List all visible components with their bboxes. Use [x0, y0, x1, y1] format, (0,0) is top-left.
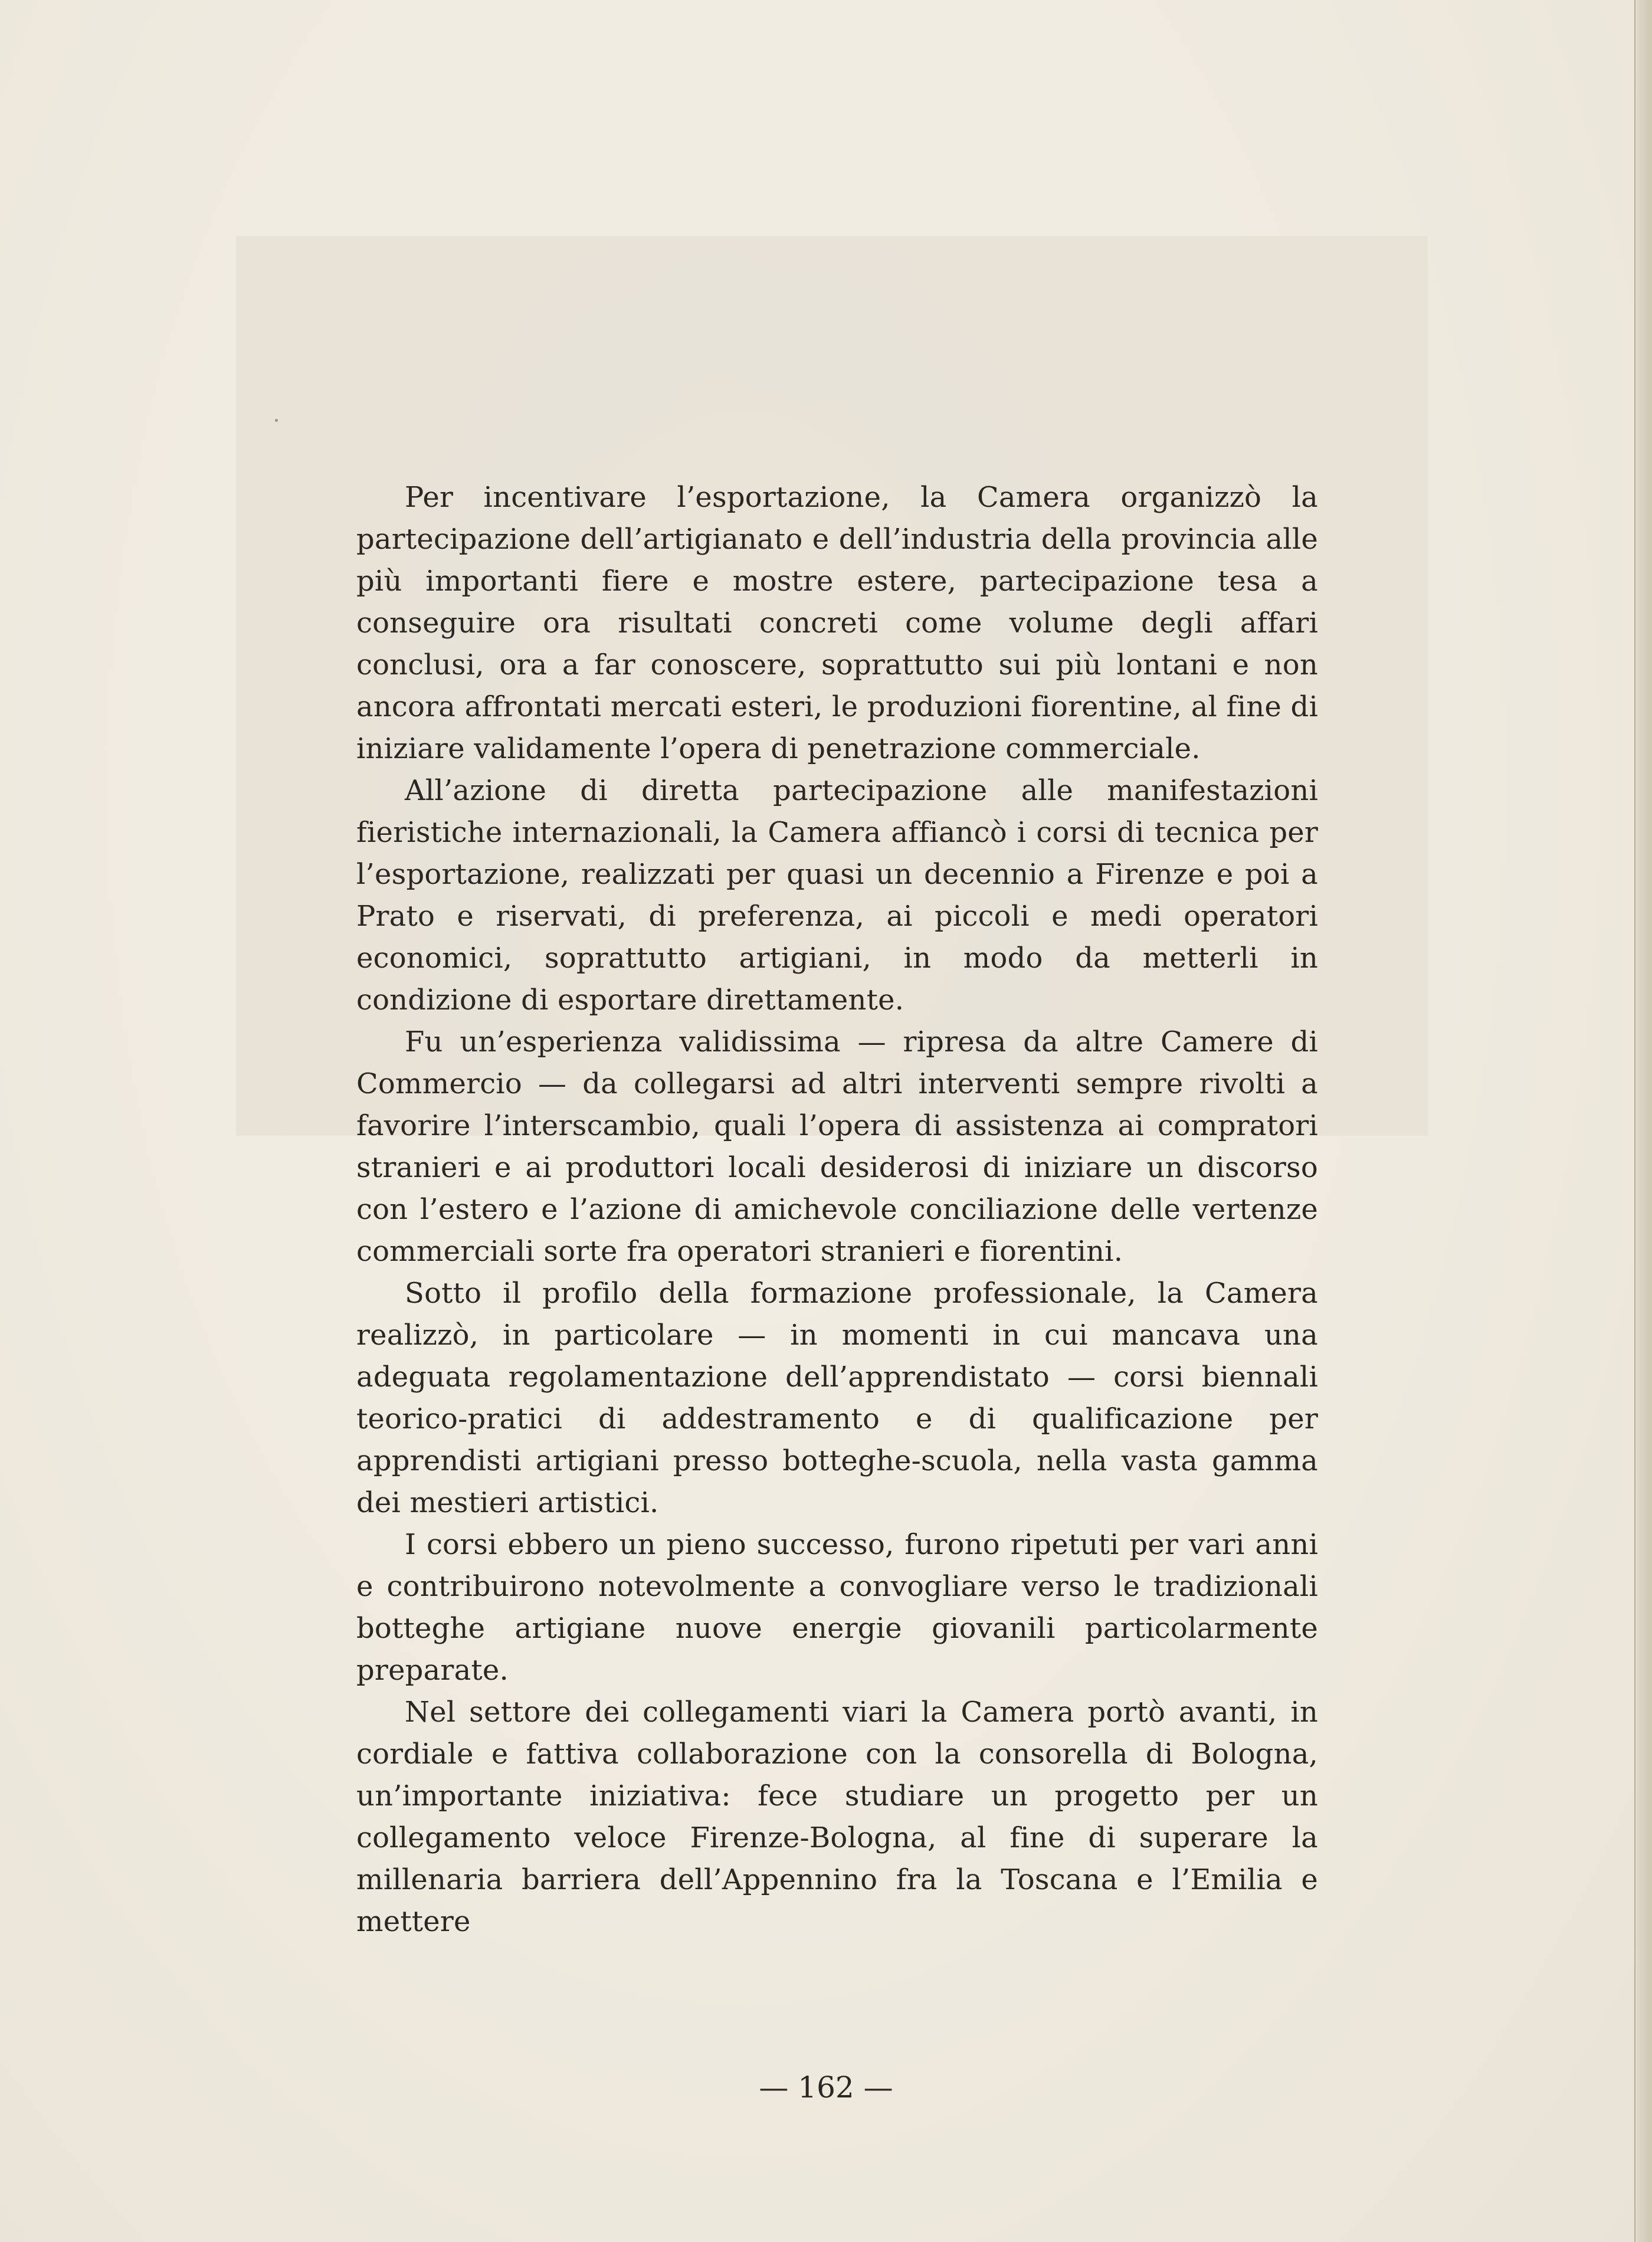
- paragraph: All’azione di diretta partecipazione alle manifestazioni fieristiche internazionali, la Camera affiancò i corsi di tecnica per l’esportazione, realizzati per quasi un decennio a Firenze e poi a Prato e riservati, di preferenza, ai piccoli e medi operatori economici, soprattutto artigiani, in modo da metterli in condizione di esportare direttamente.: [356, 774, 1318, 1017]
- paragraph: Sotto il profilo della formazione professionale, la Camera realizzò, in particolare — in momenti in cui mancava una adeguata regolamentazione dell’apprendistato — corsi biennali teorico-pratici di addestramento e di qualificazione per apprendisti artigiani presso botteghe-scuola, nella vasta gamma dei mestieri artistici.: [356, 1277, 1318, 1519]
- paragraph: Per incentivare l’esportazione, la Camera organizzò la partecipazione dell’artigianato e dell’industria della provincia alle più importanti fiere e mostre estere, partecipazione tesa a conseguire ora risultati concreti come volume degli affari conclusi, ora a far conoscere, soprattutto sui più lontani e non ancora affrontati mercati esteri, le produzioni fiorentine, al fine di iniziare validamente l’opera di penetrazione commerciale.: [356, 481, 1318, 765]
- page-edge-line: [1634, 0, 1635, 2242]
- paragraph: I corsi ebbero un pieno successo, furono ripetuti per vari anni e contribuirono notevolmente a convogliare verso le tradizionali botteghe artigiane nuove energie giovanili particolarmente preparate.: [356, 1528, 1318, 1687]
- body-text: [356, 477, 1318, 1943]
- paper-speck: [275, 419, 278, 422]
- paragraph: Fu un’esperienza validissima — ripresa da altre Camere di Commercio — da collegarsi ad altri interventi sempre rivolti a favorire l’interscambio, quali l’opera di assistenza ai compratori stranieri e ai produttori locali desiderosi di iniziare un discorso con l’estero e l’azione di amichevole conciliazione delle vertenze commerciali sorte fra operatori stranieri e fiorentini.: [356, 1025, 1318, 1268]
- paragraph: Nel settore dei collegamenti viari la Camera portò avanti, in cordiale e fattiva collaborazione con la consorella di Bologna, un’importante iniziativa: fece studiare un progetto per un collegamento veloce Firenze-Bologna, al fine di superare la millenaria barriera dell’Appennino fra la Toscana e l’Emilia e mettere: [356, 1696, 1318, 1938]
- page-edge: [1634, 0, 1652, 2242]
- page-number: — 162 —: [759, 2070, 893, 2105]
